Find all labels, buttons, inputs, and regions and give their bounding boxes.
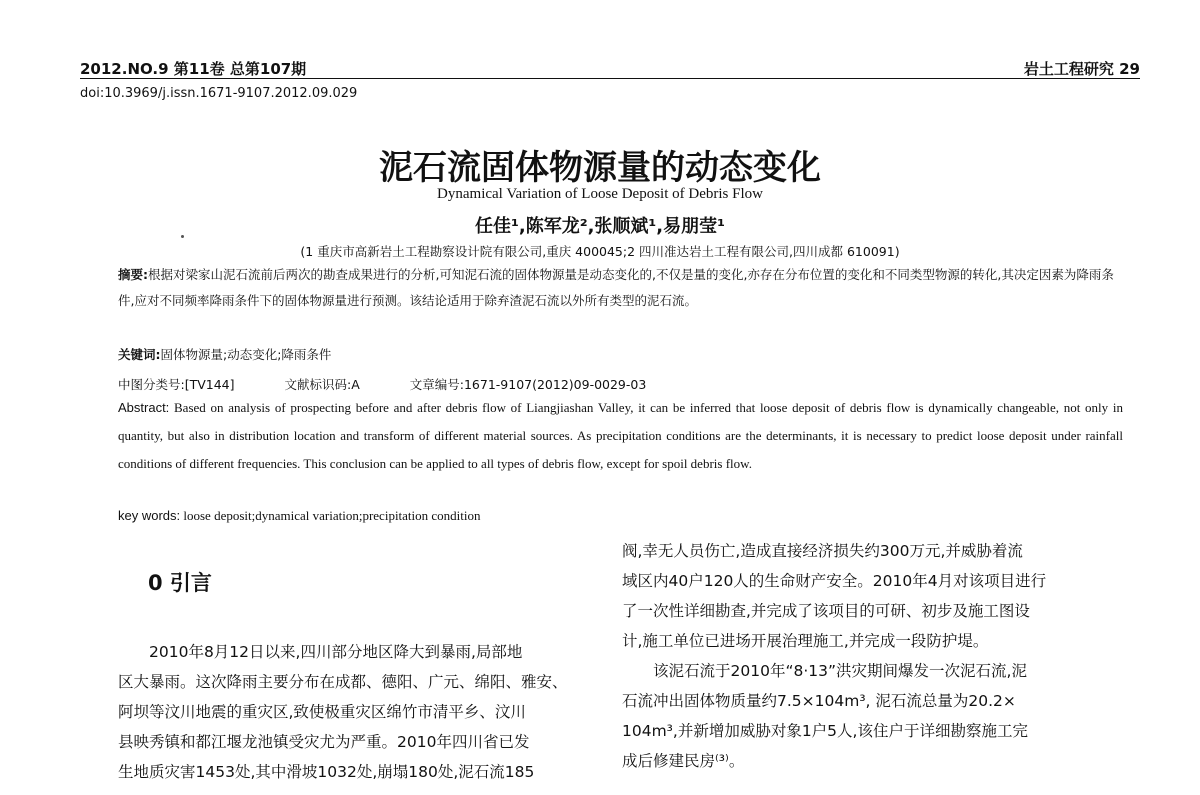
body-left-column (118, 637, 598, 787)
chinese-keywords-text: 固体物源量;动态变化;降雨条件 (160, 347, 332, 362)
body-line: 生地质灾害1453处,其中滑坡1032处,崩塌180处,泥石流185 (118, 763, 535, 781)
journal-page-header: 岩土工程研究 29 (1023, 60, 1140, 78)
journal-issue-header: 2012.NO.9 第11卷 总第107期 (80, 60, 307, 78)
body-line: 阀,幸无人员伤亡,造成直接经济损失约300万元,并威胁着流 (622, 542, 1023, 560)
body-line: 石流冲出固体物质量约7.5×104m³, 泥石流总量为20.2× (622, 692, 1016, 710)
body-line: 104m³,并新增加威胁对象1户5人,该住户于详细勘察施工完 (622, 722, 1028, 740)
body-line: 2010年8月12日以来,四川部分地区降大到暴雨,局部地 (149, 643, 523, 661)
doi: doi:10.3969/j.issn.1671-9107.2012.09.029 (80, 86, 358, 101)
body-right-column (622, 536, 1142, 776)
document-code: 文献标识码:A (284, 377, 360, 392)
english-keywords (118, 508, 481, 524)
paper-title: 泥石流固体物源量的动态变化 (379, 148, 821, 188)
body-line: 计,施工单位已进场开展治理施工,并完成一段防护堤。 (622, 632, 989, 650)
body-line: 了一次性详细勘查,并完成了该项目的可研、初步及施工图设 (622, 602, 1030, 620)
body-line: 域区内40户120人的生命财产安全。2010年4月对该项目进行 (622, 572, 1047, 590)
chinese-keywords (118, 345, 331, 363)
english-abstract-label: Abstract: (118, 400, 170, 415)
speck (181, 235, 184, 238)
classification-line (118, 375, 692, 393)
affiliations: (1 重庆市高新岩土工程勘察设计院有限公司,重庆 400045;2 四川准达岩土工程有限公司,四川成都 610091) (300, 244, 900, 259)
authors: 任佳¹,陈军龙²,张顺斌¹,易朋莹¹ (474, 216, 726, 237)
body-line: 该泥石流于2010年“8·13”洪灾期间爆发一次泥石流,泥 (653, 662, 1027, 680)
clc-number: 中图分类号:[TV144] (118, 377, 235, 392)
header-rule (80, 78, 1140, 79)
article-number: 文章编号:1671-9107(2012)09-0029-03 (409, 377, 647, 392)
body-line: 阿坝等汶川地震的重灾区,致使极重灾区绵竹市清平乡、汶川 (118, 703, 526, 721)
english-keywords-label: key words: (118, 508, 181, 523)
english-abstract (118, 394, 1123, 478)
paper-title-english: Dynamical Variation of Loose Deposit of Debris Flow (437, 186, 763, 202)
chinese-abstract-label: 摘要: (118, 267, 148, 282)
chinese-abstract (118, 262, 1123, 314)
chinese-keywords-label: 关键词: (118, 347, 161, 362)
body-line: 成后修建民房⁽³⁾。 (622, 752, 745, 770)
body-line: 县映秀镇和都江堰龙池镇受灾尤为严重。2010年四川省已发 (118, 733, 530, 751)
english-abstract-text: Based on analysis of prospecting before and after debris flow of Liangjiashan Valley, it can be inferred that loose deposit of debris flow is dynamically changeable, not only in quantity, but also in distribution location and transform of different material sources. As precipitation conditions are the determinants, it is necessary to predict loose deposit under rainfall conditions of different frequencies. This conclusion can be applied to all types of debris flow, except for spoil debris flow. (118, 400, 1123, 471)
chinese-abstract-text: 根据对梁家山泥石流前后两次的勘查成果进行的分析,可知泥石流的固体物源量是动态变化的,不仅是量的变化,亦存在分布位置的变化和不同类型物源的转化,其决定因素为降雨条件,应对不同频率降雨条件下的固体物源量进行预测。该结论适用于除弃渣泥石流以外所有类型的泥石流。 (118, 267, 1114, 308)
body-line: 区大暴雨。这次降雨主要分布在成都、德阳、广元、绵阳、雅安、 (118, 673, 568, 691)
english-keywords-text: loose deposit;dynamical variation;precipitation condition (183, 508, 481, 523)
section-heading-introduction: 0 引言 (148, 571, 212, 595)
